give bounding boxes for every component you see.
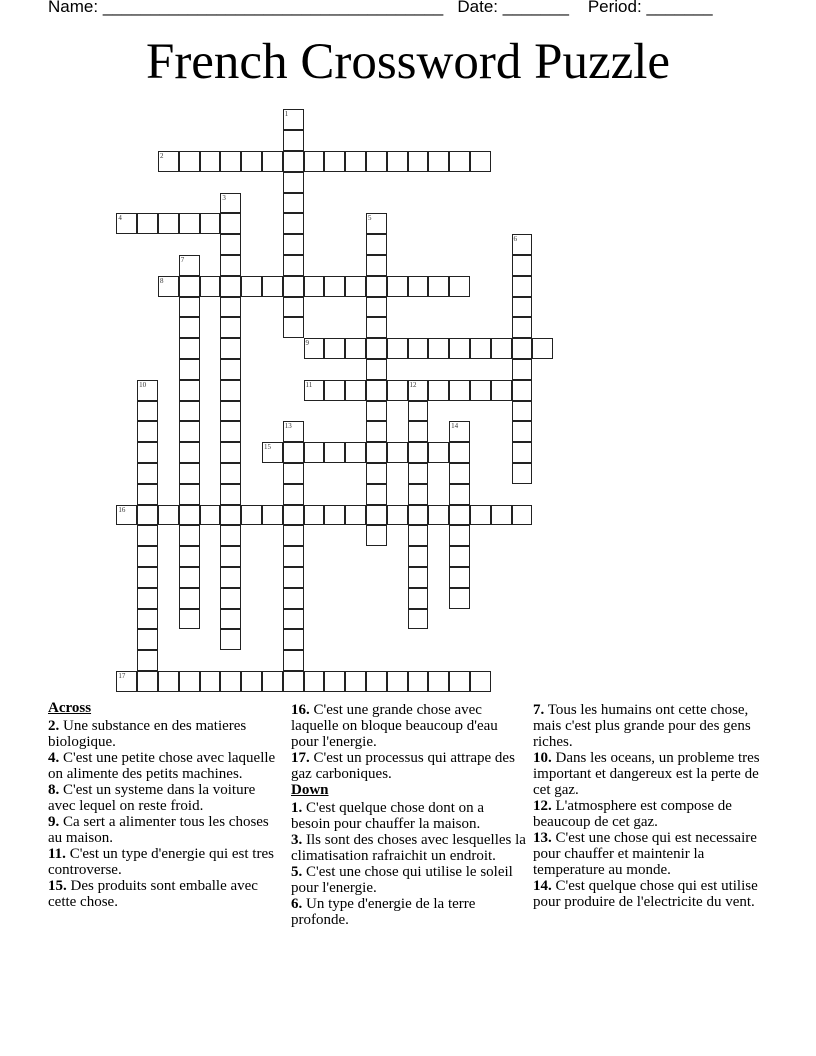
grid-cell[interactable] xyxy=(283,130,304,151)
grid-cell[interactable] xyxy=(366,338,387,359)
clue-across-4 xyxy=(48,750,278,782)
grid-cell[interactable] xyxy=(137,463,158,484)
grid-cell[interactable] xyxy=(512,421,533,442)
grid-cell[interactable] xyxy=(366,421,387,442)
clue-number: 4. xyxy=(48,750,60,766)
clue-number: 1. xyxy=(291,800,303,816)
grid-cell[interactable] xyxy=(220,567,241,588)
clue-text: Ca sert a alimenter tous les choses au maison. xyxy=(48,814,269,846)
grid-cell[interactable] xyxy=(408,525,429,546)
grid-cell[interactable] xyxy=(408,505,429,526)
grid-cell[interactable] xyxy=(408,338,429,359)
date-label: Date: xyxy=(457,0,498,16)
grid-cell[interactable] xyxy=(512,297,533,318)
grid-cell[interactable] xyxy=(137,401,158,422)
grid-cell[interactable] xyxy=(408,546,429,567)
grid-cell[interactable] xyxy=(387,505,408,526)
clue-text: Des produits sont emballe avec cette chose. xyxy=(48,878,258,910)
grid-cell[interactable] xyxy=(116,505,137,526)
grid-cell[interactable] xyxy=(220,317,241,338)
grid-cell[interactable] xyxy=(220,213,241,234)
grid-cell[interactable] xyxy=(283,525,304,546)
clue-across-8 xyxy=(48,782,278,814)
grid-cell[interactable] xyxy=(241,505,262,526)
grid-cell[interactable] xyxy=(449,421,470,442)
grid-cell[interactable] xyxy=(200,505,221,526)
grid-cell[interactable] xyxy=(304,338,325,359)
grid-cell[interactable] xyxy=(324,276,345,297)
grid-cell[interactable] xyxy=(512,359,533,380)
grid-cell[interactable] xyxy=(470,505,491,526)
grid-cell[interactable] xyxy=(220,505,241,526)
clue-down-7 xyxy=(533,702,768,750)
grid-cell[interactable] xyxy=(408,588,429,609)
grid-cell[interactable] xyxy=(220,588,241,609)
grid-cell[interactable] xyxy=(304,671,325,692)
grid-cell[interactable] xyxy=(366,213,387,234)
grid-cell[interactable] xyxy=(283,484,304,505)
grid-cell[interactable] xyxy=(449,442,470,463)
grid-cell[interactable] xyxy=(283,588,304,609)
grid-cell[interactable] xyxy=(283,505,304,526)
page-title: French Crossword Puzzle xyxy=(145,34,671,90)
grid-cell[interactable] xyxy=(408,151,429,172)
grid-cell[interactable] xyxy=(283,567,304,588)
clue-number-label: 5 xyxy=(367,214,372,223)
grid-cell[interactable] xyxy=(220,442,241,463)
grid-cell[interactable] xyxy=(262,505,283,526)
grid-cell[interactable] xyxy=(408,401,429,422)
clue-text: Une substance en des matieres biologique. xyxy=(48,718,247,750)
grid-cell[interactable] xyxy=(512,401,533,422)
grid-cell[interactable] xyxy=(491,380,512,401)
grid-cell[interactable] xyxy=(137,588,158,609)
grid-cell[interactable] xyxy=(345,338,366,359)
grid-cell[interactable] xyxy=(137,650,158,671)
clue-number: 10. xyxy=(533,750,552,766)
grid-cell[interactable] xyxy=(283,421,304,442)
grid-cell[interactable] xyxy=(345,380,366,401)
grid-cell[interactable] xyxy=(428,442,449,463)
grid-cell[interactable] xyxy=(283,234,304,255)
grid-cell[interactable] xyxy=(304,380,325,401)
clue-down-5 xyxy=(291,864,526,896)
grid-cell[interactable] xyxy=(428,151,449,172)
clue-number: 2. xyxy=(48,718,60,734)
clue-number-label: 8 xyxy=(159,276,164,285)
grid-cell[interactable] xyxy=(241,151,262,172)
grid-cell[interactable] xyxy=(220,484,241,505)
clue-across-15 xyxy=(48,878,278,910)
clue-number: 6. xyxy=(291,896,303,912)
grid-cell[interactable] xyxy=(512,442,533,463)
grid-cell[interactable] xyxy=(179,380,200,401)
clue-down-6 xyxy=(291,896,526,928)
grid-cell[interactable] xyxy=(408,463,429,484)
grid-cell[interactable] xyxy=(179,401,200,422)
grid-cell[interactable] xyxy=(449,525,470,546)
student-info-header xyxy=(48,0,713,17)
grid-cell[interactable] xyxy=(220,671,241,692)
grid-cell[interactable] xyxy=(220,151,241,172)
grid-cell[interactable] xyxy=(470,338,491,359)
clue-number: 11. xyxy=(48,846,66,862)
down-heading: Down xyxy=(291,782,329,798)
grid-cell[interactable] xyxy=(158,213,179,234)
grid-cell[interactable] xyxy=(179,213,200,234)
clue-down-3 xyxy=(291,832,526,864)
grid-cell[interactable] xyxy=(304,442,325,463)
grid-cell[interactable] xyxy=(283,109,304,130)
grid-cell[interactable] xyxy=(137,546,158,567)
grid-cell[interactable] xyxy=(512,505,533,526)
clue-number-label: 11 xyxy=(305,380,313,389)
grid-cell[interactable] xyxy=(220,234,241,255)
clue-number-label: 6 xyxy=(513,235,518,244)
name-blank[interactable]: ____________________________________ xyxy=(102,0,444,16)
grid-cell[interactable] xyxy=(491,338,512,359)
grid-cell[interactable] xyxy=(366,671,387,692)
clue-number: 17. xyxy=(291,750,310,766)
clue-text: C'est une chose qui est necessaire pour chauffer et maintenir la temperature au monde. xyxy=(533,830,757,878)
grid-cell[interactable] xyxy=(449,588,470,609)
grid-cell[interactable] xyxy=(220,359,241,380)
grid-cell[interactable] xyxy=(512,276,533,297)
grid-cell[interactable] xyxy=(470,671,491,692)
clues-column-3 xyxy=(533,702,768,910)
name-label: Name: xyxy=(48,0,99,16)
crossword-grid xyxy=(117,110,577,700)
grid-cell[interactable] xyxy=(220,380,241,401)
grid-cell[interactable] xyxy=(449,276,470,297)
grid-cell[interactable] xyxy=(283,193,304,214)
grid-cell[interactable] xyxy=(179,421,200,442)
grid-cell[interactable] xyxy=(262,671,283,692)
clue-text: C'est quelque chose qui est utilise pour produire de l'electricite du vent. xyxy=(533,878,758,910)
grid-cell[interactable] xyxy=(345,276,366,297)
grid-cell[interactable] xyxy=(449,671,470,692)
clue-text: C'est une chose qui utilise le soleil pour l'energie. xyxy=(291,864,513,896)
clue-number-label: 17 xyxy=(118,671,126,680)
grid-cell[interactable] xyxy=(283,317,304,338)
grid-cell[interactable] xyxy=(283,650,304,671)
grid-cell[interactable] xyxy=(179,505,200,526)
grid-cell[interactable] xyxy=(428,505,449,526)
grid-cell[interactable] xyxy=(262,151,283,172)
grid-cell[interactable] xyxy=(449,484,470,505)
grid-cell[interactable] xyxy=(179,567,200,588)
grid-cell[interactable] xyxy=(366,401,387,422)
grid-cell[interactable] xyxy=(512,317,533,338)
clue-down-10 xyxy=(533,750,768,798)
grid-cell[interactable] xyxy=(241,671,262,692)
grid-cell[interactable] xyxy=(158,671,179,692)
grid-cell[interactable] xyxy=(283,609,304,630)
grid-cell[interactable] xyxy=(449,380,470,401)
grid-cell[interactable] xyxy=(220,255,241,276)
grid-cell[interactable] xyxy=(283,442,304,463)
grid-cell[interactable] xyxy=(179,255,200,276)
grid-cell[interactable] xyxy=(179,151,200,172)
period-label: Period: xyxy=(587,0,642,16)
grid-cell[interactable] xyxy=(200,276,221,297)
grid-cell[interactable] xyxy=(428,276,449,297)
grid-cell[interactable] xyxy=(387,671,408,692)
grid-cell[interactable] xyxy=(283,213,304,234)
grid-cell[interactable] xyxy=(366,359,387,380)
grid-cell[interactable] xyxy=(304,151,325,172)
grid-cell[interactable] xyxy=(324,505,345,526)
grid-cell[interactable] xyxy=(220,193,241,214)
grid-cell[interactable] xyxy=(449,151,470,172)
grid-cell[interactable] xyxy=(283,151,304,172)
clue-number: 12. xyxy=(533,798,552,814)
clue-number-label: 2 xyxy=(159,151,164,160)
grid-cell[interactable] xyxy=(179,463,200,484)
grid-cell[interactable] xyxy=(220,463,241,484)
grid-cell[interactable] xyxy=(262,276,283,297)
clue-across-2 xyxy=(48,718,278,750)
clue-text: Un type d'energie de la terre profonde. xyxy=(291,896,476,928)
grid-cell[interactable] xyxy=(220,546,241,567)
clue-text: C'est une grande chose avec laquelle on bloque beaucoup d'eau pour l'energie. xyxy=(291,702,498,750)
grid-cell[interactable] xyxy=(324,671,345,692)
grid-cell[interactable] xyxy=(137,421,158,442)
grid-cell[interactable] xyxy=(179,338,200,359)
clue-number: 16. xyxy=(291,702,310,718)
grid-cell[interactable] xyxy=(366,380,387,401)
grid-cell[interactable] xyxy=(220,401,241,422)
grid-cell[interactable] xyxy=(366,255,387,276)
clue-number-label: 10 xyxy=(139,380,147,389)
grid-cell[interactable] xyxy=(408,276,429,297)
clue-number: 5. xyxy=(291,864,303,880)
grid-cell[interactable] xyxy=(366,276,387,297)
grid-cell[interactable] xyxy=(428,671,449,692)
grid-cell[interactable] xyxy=(532,338,553,359)
grid-cell[interactable] xyxy=(137,505,158,526)
grid-cell[interactable] xyxy=(366,151,387,172)
grid-cell[interactable] xyxy=(470,380,491,401)
grid-cell[interactable] xyxy=(387,151,408,172)
grid-cell[interactable] xyxy=(283,546,304,567)
grid-cell[interactable] xyxy=(200,671,221,692)
grid-cell[interactable] xyxy=(408,484,429,505)
clue-number-label: 13 xyxy=(284,422,292,431)
grid-cell[interactable] xyxy=(283,276,304,297)
grid-cell[interactable] xyxy=(512,255,533,276)
grid-cell[interactable] xyxy=(220,421,241,442)
grid-cell[interactable] xyxy=(324,380,345,401)
grid-cell[interactable] xyxy=(408,442,429,463)
grid-cell[interactable] xyxy=(324,442,345,463)
grid-cell[interactable] xyxy=(345,505,366,526)
grid-cell[interactable] xyxy=(200,213,221,234)
grid-cell[interactable] xyxy=(449,505,470,526)
grid-cell[interactable] xyxy=(387,380,408,401)
grid-cell[interactable] xyxy=(220,276,241,297)
grid-cell[interactable] xyxy=(304,276,325,297)
grid-cell[interactable] xyxy=(428,380,449,401)
grid-cell[interactable] xyxy=(220,525,241,546)
grid-cell[interactable] xyxy=(179,588,200,609)
grid-cell[interactable] xyxy=(366,484,387,505)
clues-column-1 xyxy=(48,700,278,910)
grid-cell[interactable] xyxy=(158,505,179,526)
clue-across-17 xyxy=(291,750,526,782)
grid-cell[interactable] xyxy=(179,671,200,692)
grid-cell[interactable] xyxy=(366,297,387,318)
grid-cell[interactable] xyxy=(220,297,241,318)
grid-cell[interactable] xyxy=(137,442,158,463)
grid-cell[interactable] xyxy=(366,234,387,255)
grid-cell[interactable] xyxy=(241,276,262,297)
grid-cell[interactable] xyxy=(283,297,304,318)
grid-cell[interactable] xyxy=(366,317,387,338)
clue-text: C'est quelque chose dont on a besoin pour chauffer la maison. xyxy=(291,800,485,832)
grid-cell[interactable] xyxy=(200,151,221,172)
period-blank[interactable]: _______ xyxy=(646,0,713,16)
grid-cell[interactable] xyxy=(283,172,304,193)
clue-number: 8. xyxy=(48,782,60,798)
grid-cell[interactable] xyxy=(345,151,366,172)
grid-cell[interactable] xyxy=(366,463,387,484)
grid-cell[interactable] xyxy=(137,484,158,505)
clue-number-label: 7 xyxy=(180,255,185,264)
grid-cell[interactable] xyxy=(179,317,200,338)
grid-cell[interactable] xyxy=(179,276,200,297)
grid-cell[interactable] xyxy=(408,609,429,630)
grid-cell[interactable] xyxy=(345,671,366,692)
grid-cell[interactable] xyxy=(449,463,470,484)
grid-cell[interactable] xyxy=(220,609,241,630)
clues-column-2 xyxy=(291,702,526,928)
grid-cell[interactable] xyxy=(449,546,470,567)
clue-number: 13. xyxy=(533,830,552,846)
clue-text: C'est un type d'energie qui est tres controverse. xyxy=(48,846,274,878)
grid-cell[interactable] xyxy=(116,213,137,234)
clue-text: Ils sont des choses avec lesquelles la climatisation rafraichit un endroit. xyxy=(291,832,526,864)
clue-text: C'est une petite chose avec laquelle on alimente des petits machines. xyxy=(48,750,276,782)
grid-cell[interactable] xyxy=(408,421,429,442)
grid-cell[interactable] xyxy=(449,338,470,359)
grid-cell[interactable] xyxy=(179,546,200,567)
grid-cell[interactable] xyxy=(324,151,345,172)
grid-cell[interactable] xyxy=(137,525,158,546)
clue-number-label: 16 xyxy=(118,505,126,514)
clue-number: 14. xyxy=(533,878,552,894)
grid-cell[interactable] xyxy=(304,505,325,526)
grid-cell[interactable] xyxy=(470,151,491,172)
clue-number-label: 12 xyxy=(409,380,417,389)
clue-down-14 xyxy=(533,878,768,910)
grid-cell[interactable] xyxy=(220,629,241,650)
clue-text: Dans les oceans, un probleme tres important et dangereux est la perte de cet gaz. xyxy=(533,750,760,798)
grid-cell[interactable] xyxy=(408,567,429,588)
grid-cell[interactable] xyxy=(512,463,533,484)
clue-text: Tous les humains ont cette chose, mais c'est plus grande pour des gens riches. xyxy=(533,702,751,750)
grid-cell[interactable] xyxy=(179,359,200,380)
grid-cell[interactable] xyxy=(366,525,387,546)
grid-cell[interactable] xyxy=(179,525,200,546)
grid-cell[interactable] xyxy=(449,567,470,588)
grid-cell[interactable] xyxy=(283,463,304,484)
clue-across-16 xyxy=(291,702,526,750)
clue-down-13 xyxy=(533,830,768,878)
grid-cell[interactable] xyxy=(179,297,200,318)
grid-cell[interactable] xyxy=(408,380,429,401)
grid-cell[interactable] xyxy=(179,484,200,505)
clue-number-label: 1 xyxy=(284,110,289,119)
grid-cell[interactable] xyxy=(283,255,304,276)
clue-across-9 xyxy=(48,814,278,846)
grid-cell[interactable] xyxy=(158,276,179,297)
grid-cell[interactable] xyxy=(512,338,533,359)
clue-number-label: 3 xyxy=(222,193,226,202)
grid-cell[interactable] xyxy=(116,671,137,692)
clue-number: 7. xyxy=(533,702,545,718)
clue-down-12 xyxy=(533,798,768,830)
grid-cell[interactable] xyxy=(366,505,387,526)
grid-cell[interactable] xyxy=(220,338,241,359)
clue-across-11 xyxy=(48,846,278,878)
grid-cell[interactable] xyxy=(387,276,408,297)
clue-number-label: 14 xyxy=(451,422,459,431)
clue-number-label: 15 xyxy=(263,443,271,452)
grid-cell[interactable] xyxy=(283,671,304,692)
clue-number: 15. xyxy=(48,878,67,894)
across-heading: Across xyxy=(48,700,92,716)
grid-cell[interactable] xyxy=(324,338,345,359)
grid-cell[interactable] xyxy=(137,213,158,234)
grid-cell[interactable] xyxy=(283,629,304,650)
clue-number: 3. xyxy=(291,832,303,848)
grid-cell[interactable] xyxy=(262,442,283,463)
grid-cell[interactable] xyxy=(179,609,200,630)
clue-text: C'est un processus qui attrape des gaz carboniques. xyxy=(291,750,515,782)
grid-cell[interactable] xyxy=(137,609,158,630)
grid-cell[interactable] xyxy=(137,629,158,650)
grid-cell[interactable] xyxy=(491,505,512,526)
clue-down-1 xyxy=(291,800,526,832)
clue-number-label: 4 xyxy=(118,214,122,223)
clue-number-label: 9 xyxy=(305,339,310,348)
grid-cell[interactable] xyxy=(408,671,429,692)
grid-cell[interactable] xyxy=(137,380,158,401)
grid-cell[interactable] xyxy=(512,380,533,401)
grid-cell[interactable] xyxy=(387,338,408,359)
clue-number: 9. xyxy=(48,814,60,830)
grid-cell[interactable] xyxy=(345,442,366,463)
clue-text: C'est un systeme dans la voiture avec lequel on reste froid. xyxy=(48,782,256,814)
grid-cell[interactable] xyxy=(137,567,158,588)
grid-cell[interactable] xyxy=(387,442,408,463)
grid-cell[interactable] xyxy=(137,671,158,692)
grid-cell[interactable] xyxy=(158,151,179,172)
grid-cell[interactable] xyxy=(512,234,533,255)
grid-cell[interactable] xyxy=(179,442,200,463)
grid-cell[interactable] xyxy=(366,442,387,463)
date-blank[interactable]: _______ xyxy=(502,0,569,16)
grid-cell[interactable] xyxy=(428,338,449,359)
clue-text: L'atmosphere est compose de beaucoup de cet gaz. xyxy=(533,798,732,830)
